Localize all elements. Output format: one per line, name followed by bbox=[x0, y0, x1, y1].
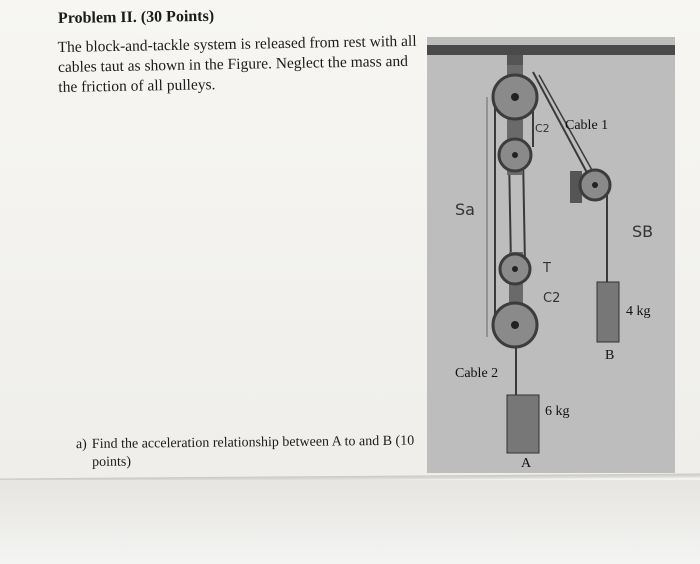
mass-a-label: 6 kg bbox=[545, 404, 570, 419]
problem-title: Problem II. (30 Points) bbox=[57, 7, 215, 27]
mass-b-label: 4 kg bbox=[626, 304, 651, 319]
handwritten-c2-lower: C2 bbox=[543, 291, 561, 306]
handwritten-c2-top: C2 bbox=[535, 122, 550, 135]
question-a-text: Find the acceleration relationship between A to and B (10 points) bbox=[91, 433, 415, 470]
cable-1-label: Cable 1 bbox=[565, 118, 609, 133]
handwritten-sb: SB bbox=[632, 222, 654, 241]
problem-statement: The block-and-tackle system is released from rest with all cables taut as shown in the Figure. Neglect the mass and the friction of all pulleys. bbox=[57, 32, 417, 96]
block-a bbox=[507, 395, 539, 453]
pulley-right-axle bbox=[592, 182, 598, 188]
pulley-top-axle bbox=[511, 93, 519, 101]
question-a-letter: a) bbox=[75, 437, 87, 453]
pulley-diagram bbox=[427, 37, 675, 473]
ceiling-bar bbox=[427, 45, 675, 55]
handwritten-sa: Sa bbox=[455, 200, 475, 219]
pulley-figure bbox=[427, 37, 675, 473]
question-a bbox=[75, 432, 432, 472]
pulley-top-small-axle bbox=[512, 152, 518, 158]
block-b bbox=[597, 282, 619, 342]
pulley-lower-axle bbox=[511, 321, 519, 329]
block-a-label: A bbox=[521, 456, 532, 471]
block-b-label: B bbox=[605, 348, 615, 363]
pulley-lower-small-axle bbox=[512, 266, 518, 272]
cable-inner-right bbox=[523, 155, 525, 265]
handwritten-t: T bbox=[543, 261, 551, 276]
cable-2-label: Cable 2 bbox=[455, 366, 499, 381]
desk-surface bbox=[0, 480, 700, 564]
